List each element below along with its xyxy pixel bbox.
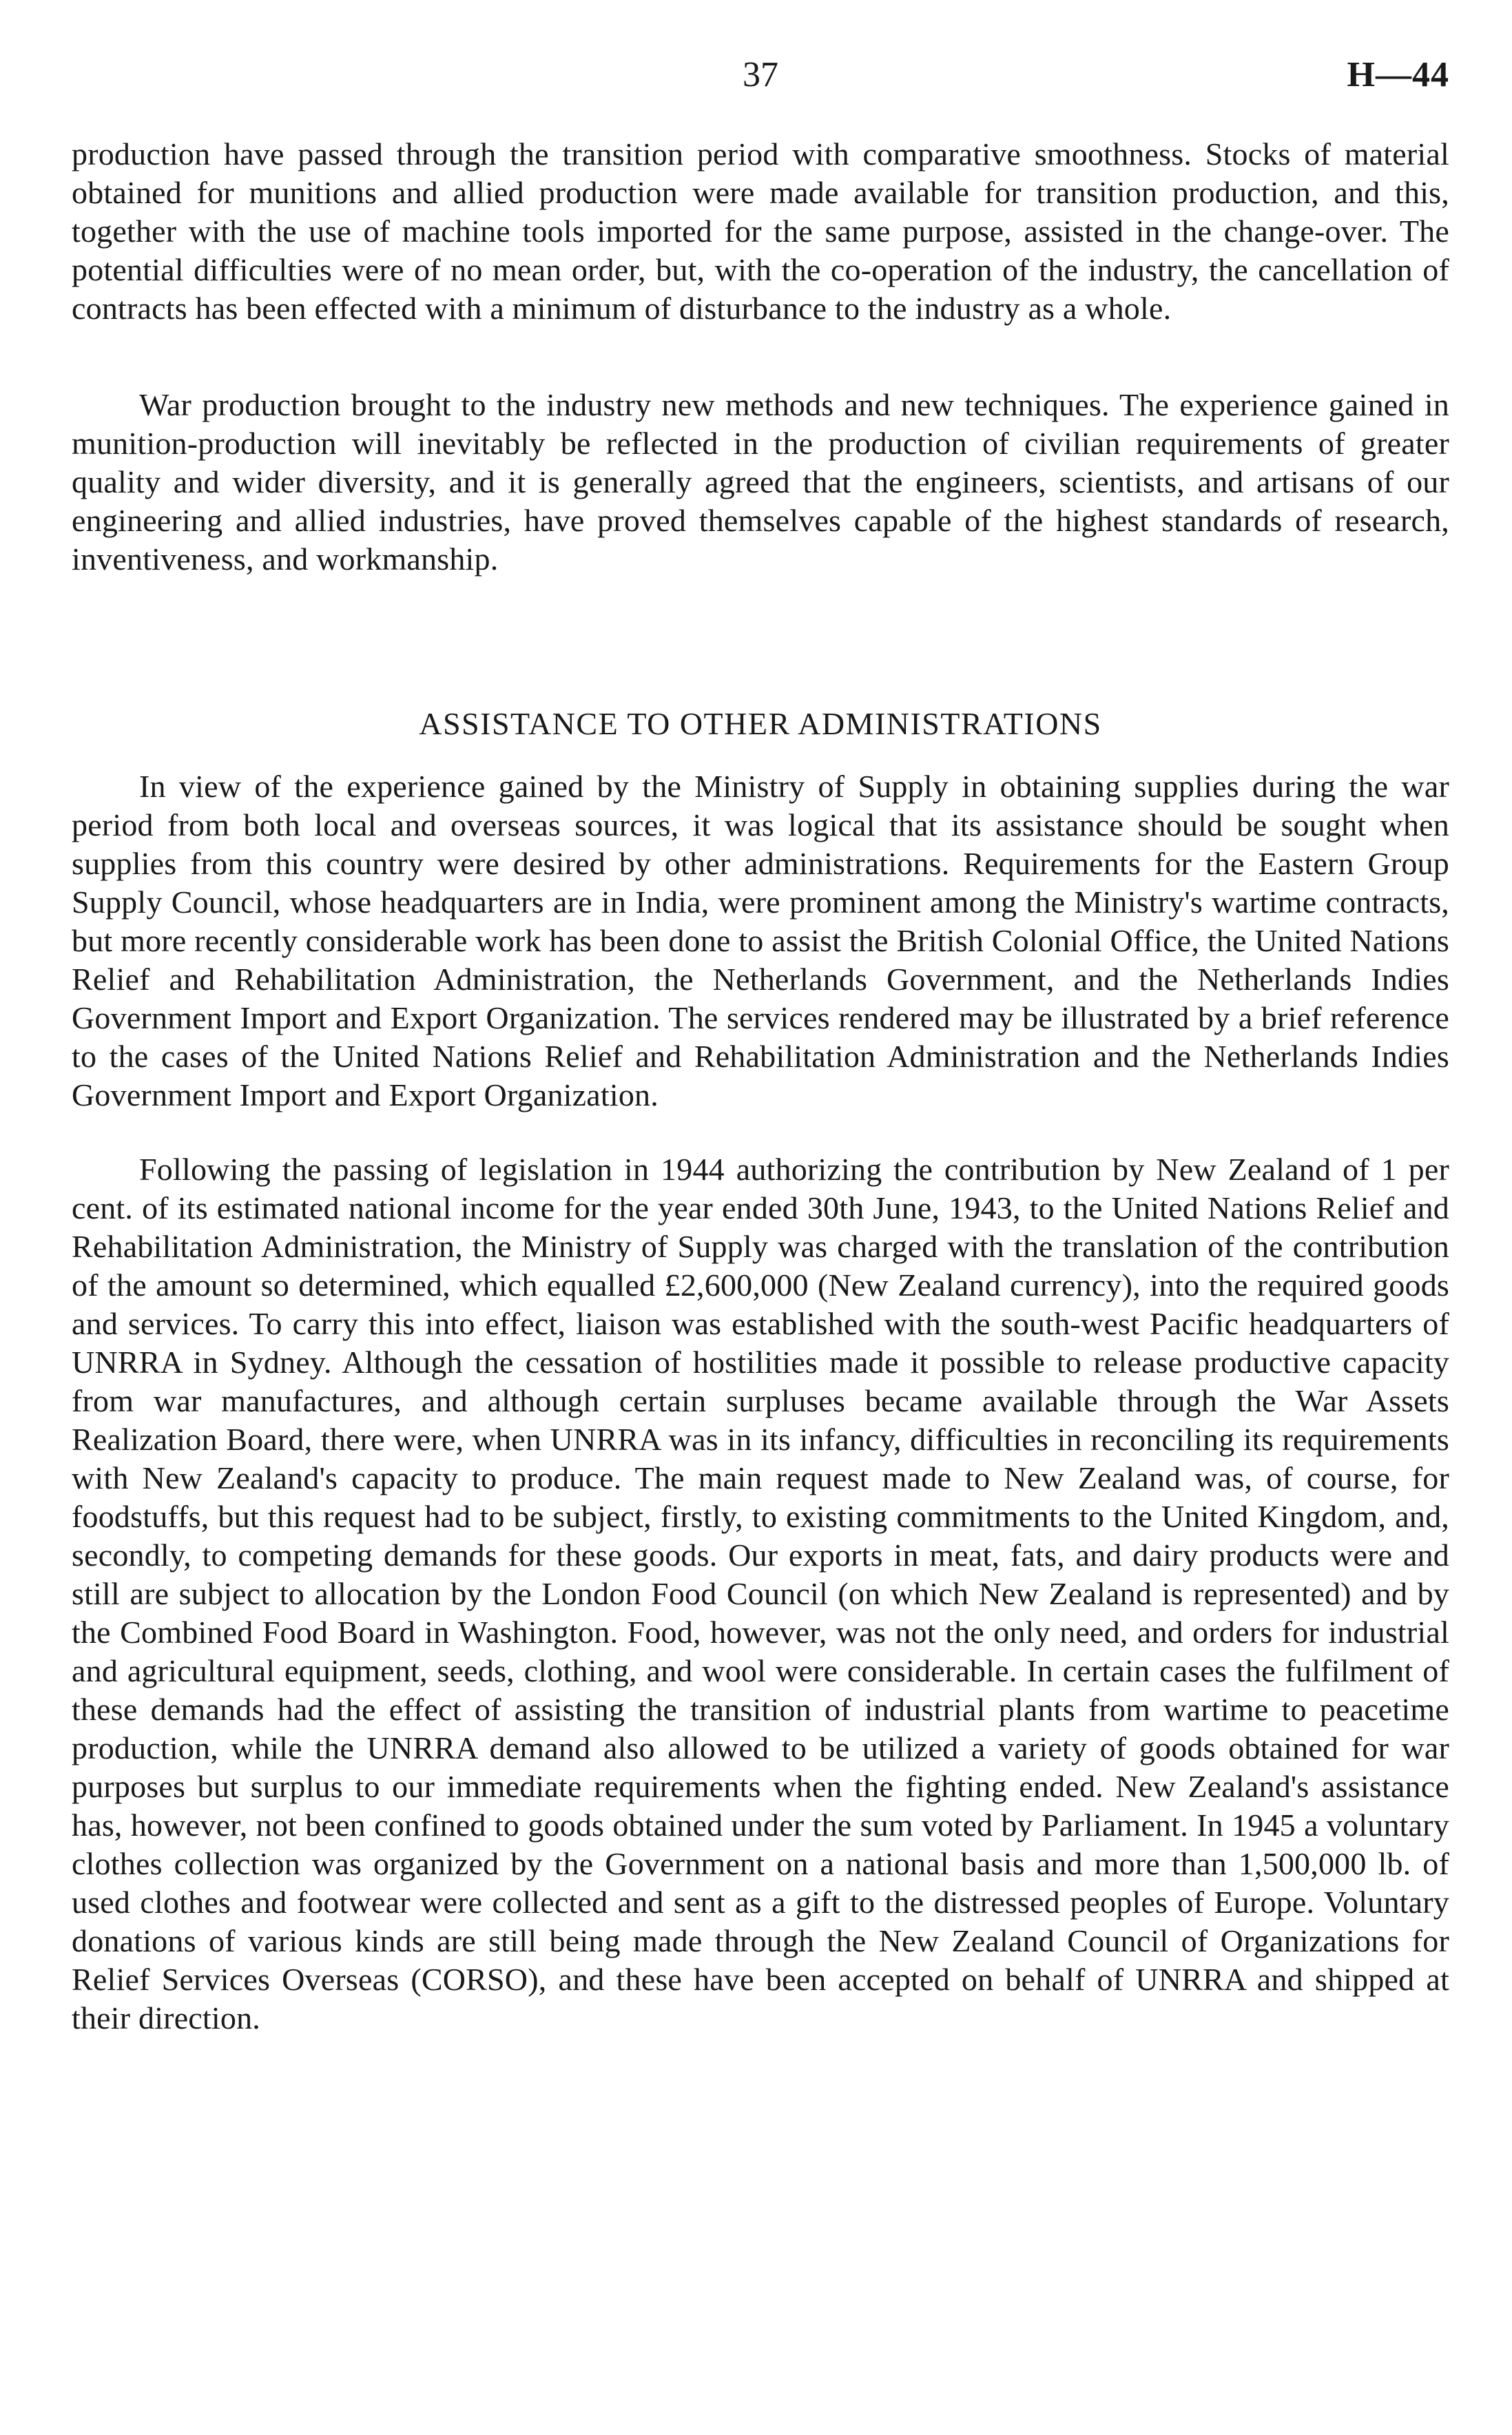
war-production-paragraph-block: [72, 386, 1449, 579]
page-header: [72, 51, 1449, 99]
paragraph-continued: production have passed through the transition period with comparative smoothness. Stocks of material obtained for munitions and allied production were made available for transition production, and this, together with the use of machine tools imported for the same purpose, assisted in the change-over. The potential difficulties were of no mean order, but, with the co-operation of the industry, the cancellation of contracts has been effected with a minimum of disturbance to the industry as a whole.: [72, 136, 1449, 326]
page-number: 37: [743, 55, 778, 94]
paragraph-assistance-overview: In view of the experience gained by the Ministry of Supply in obtaining supplies during the war period from both local and overseas sources, it was logical that its assistance should be sought when supplies from this country were desired by other administrations. Requirements for the Eastern Group Supply Council, whose headquarters are in India, were prominent among the Ministry's wartime contracts, but more recently considerable work has been done to assist the British Colonial Office, the United Nations Relief and Rehabilitation Administration, the Netherlands Government, and the Netherlands Indies Government Import and Export Organization. The services rendered may be illustrated by a brief reference to the cases of the United Nations Relief and Rehabilitation Administration and the Netherlands Indies Government Import and Export Organization.: [72, 769, 1449, 1112]
section-paragraph-block-2: [72, 1150, 1449, 2038]
document-reference: H—44: [1347, 55, 1449, 94]
continued-paragraph-block: [72, 135, 1449, 328]
section-paragraph-block-1: [72, 767, 1449, 1115]
paragraph-war-production: War production brought to the industry new methods and new techniques. The experience gained in munition-production will inevitably be reflected in the production of civilian requirements of greater quality and wider diversity, and it is generally agreed that the engineers, scientists, and artisans of our engineering and allied industries, have proved themselves capable of the highest standards of research, inventiveness, and workmanship.: [72, 387, 1449, 577]
paragraph-unrra-contribution: Following the passing of legislation in 1944 authorizing the contribution by New Zealand of 1 per cent. of its estimated national income for the year ended 30th June, 1943, to the United Nations Relief and Rehabilitation Administration, the Ministry of Supply was charged with the translation of the contribution of the amount so determined, which equalled £2,600,000 (New Zealand currency), into the required goods and services. To carry this into effect, liaison was established with the south-west Pacific headquarters of UNRRA in Sydney. Although the cessation of hostilities made it possible to release productive capacity from war manufactures, and although certain surpluses became available through the War Assets Realization Board, there were, when UNRRA was in its infancy, difficulties in reconciling its requirements with New Zealand's capacity to produce. The main request made to New Zealand was, of course, for foodstuffs, but this request had to be subject, firstly, to existing commitments to the United Kingdom, and, secondly, to competing demands for these goods. Our exports in meat, fats, and dairy products were and still are subject to allocation by the London Food Council (on which New Zealand is represented) and by the Combined Food Board in Washington. Food, however, was not the only need, and orders for industrial and agricultural equipment, seeds, clothing, and wool were considerable. In certain cases the fulfilment of these demands had the effect of assisting the transition of industrial plants from wartime to peacetime production, while the UNRRA demand also allowed to be utilized a variety of goods obtained for war purposes but surplus to our immediate requirements when the fighting ended. New Zealand's assistance has, however, not been confined to goods obtained under the sum voted by Parliament. In 1945 a voluntary clothes collection was organized by the Government on a national basis and more than 1,500,000 lb. of used clothes and footwear were collected and sent as a gift to the distressed peoples of Europe. Voluntary donations of various kinds are still being made through the New Zealand Council of Organizations for Relief Services Overseas (CORSO), and these have been accepted on behalf of UNRRA and shipped at their direction.: [72, 1152, 1449, 2035]
section-heading: ASSISTANCE TO OTHER ADMINISTRATIONS: [419, 706, 1102, 741]
